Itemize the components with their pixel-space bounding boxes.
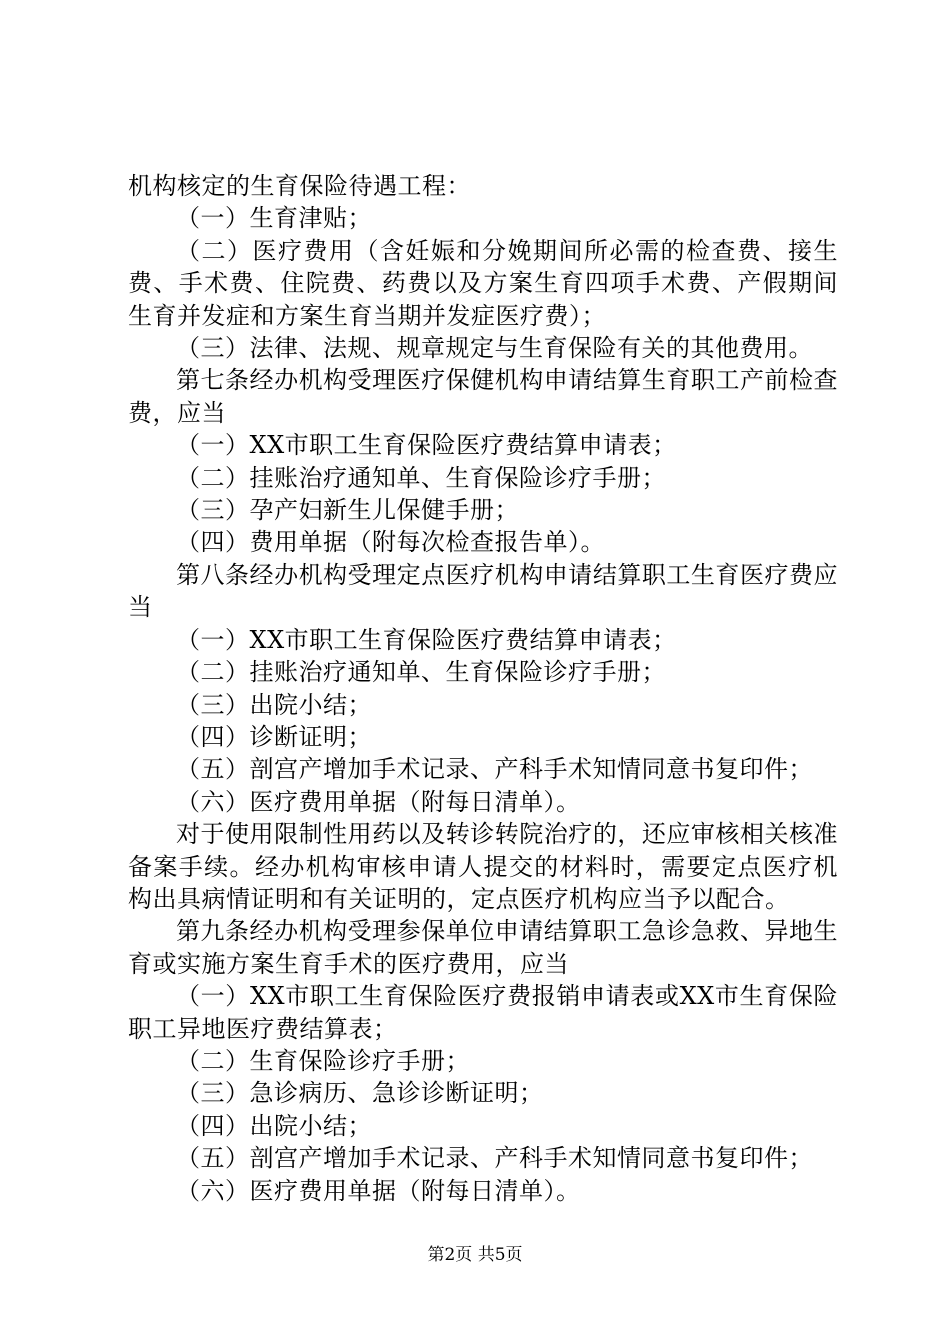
- paragraph: （一）XX市职工生育保险医疗费结算申请表；: [176, 625, 677, 654]
- paragraph: （二）医疗费用（含妊娠和分娩期间所必需的检查费、接生费、手术费、住院费、药费以及方案生育四项手术费、产假期间生育并发症和方案生育当期并发症医疗费）；: [128, 236, 838, 330]
- document-body: [128, 170, 838, 1207]
- paragraph: （六）医疗费用单据（附每日清单）。: [176, 1176, 581, 1205]
- paragraph: 第七条经办机构受理医疗保健机构申请结算生育职工产前检查费，应当: [128, 366, 838, 427]
- paragraph: （四）诊断证明；: [176, 722, 372, 751]
- paragraph: （一）生育津贴；: [176, 204, 372, 233]
- paragraph: （四）费用单据（附每次检查报告单）。: [176, 528, 605, 557]
- paragraph: 机构核定的生育保险待遇工程：: [128, 172, 471, 200]
- paragraph: （四）出院小结；: [176, 1111, 372, 1140]
- page-footer: 第2页 共5页: [427, 1245, 523, 1265]
- paragraph: （二）挂账治疗通知单、生育保险诊疗手册；: [176, 658, 666, 687]
- paragraph: （一）XX市职工生育保险医疗费报销申请表或XX市生育保险职工异地医疗费结算表；: [128, 982, 838, 1043]
- paragraph: （五）剖宫产增加手术记录、产科手术知情同意书复印件；: [176, 1144, 813, 1173]
- paragraph: （五）剖宫产增加手术记录、产科手术知情同意书复印件；: [176, 755, 813, 784]
- paragraph: （三）法律、法规、规章规定与生育保险有关的其他费用。: [176, 334, 813, 363]
- paragraph: 第八条经办机构受理定点医疗机构申请结算职工生育医疗费应当: [128, 560, 838, 622]
- paragraph: （三）急诊病历、急诊诊断证明；: [176, 1079, 544, 1108]
- paragraph: （三）出院小结；: [176, 690, 372, 719]
- paragraph: （六）医疗费用单据（附每日清单）。: [176, 787, 581, 816]
- paragraph: （二）挂账治疗通知单、生育保险诊疗手册；: [176, 463, 666, 492]
- paragraph: 第九条经办机构受理参保单位申请结算职工急诊急救、异地生育或实施方案生育手术的医疗费用，应当: [128, 917, 838, 978]
- paragraph: （二）生育保险诊疗手册；: [176, 1046, 470, 1075]
- paragraph: （三）孕产妇新生儿保健手册；: [176, 496, 519, 525]
- paragraph: 对于使用限制性用药以及转诊转院治疗的，还应审核相关核准备案手续。经办机构审核申请人提交的材料时，需要定点医疗机构出具病情证明和有关证明的，定点医疗机构应当予以配合。: [128, 820, 838, 913]
- paragraph: （一）XX市职工生育保险医疗费结算申请表；: [176, 431, 677, 460]
